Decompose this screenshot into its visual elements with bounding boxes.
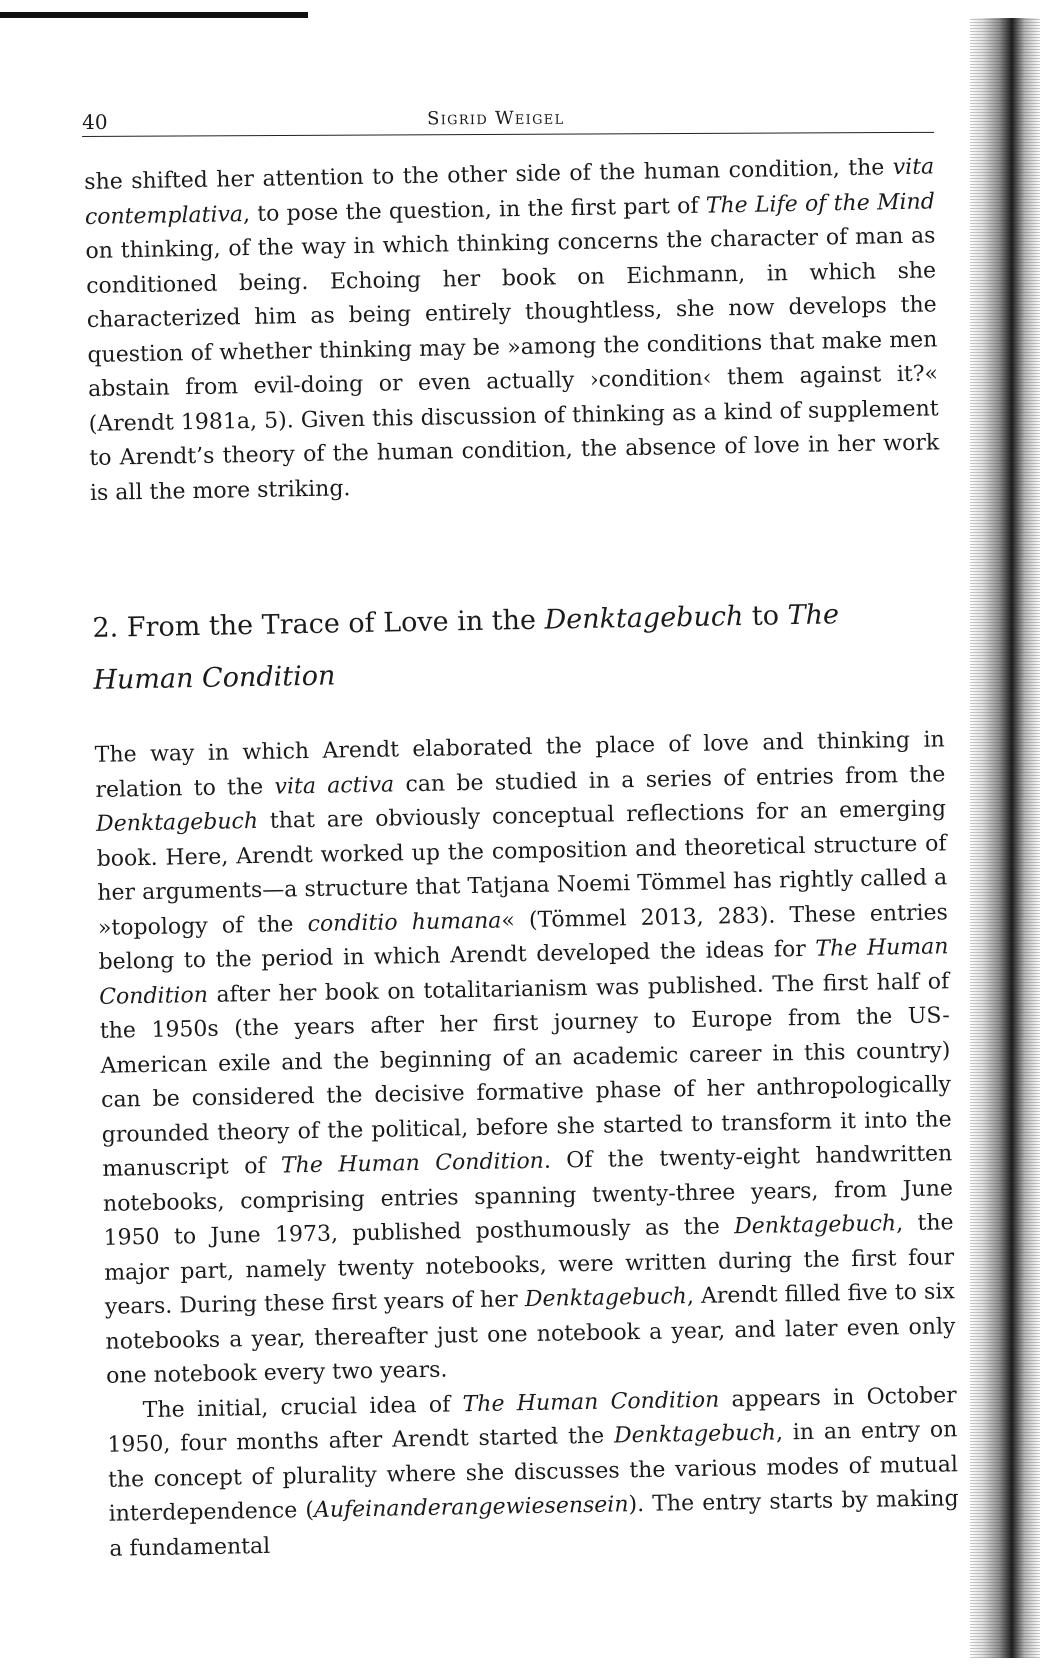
top-edge-rule bbox=[0, 12, 308, 18]
text-run: can be studied in a series of entries from the bbox=[393, 761, 946, 797]
italic-run: Aufeinanderangewiesensein bbox=[313, 1492, 629, 1524]
text-run: after her book on totalitarianism was published. The first half of the 1950s (the years after her first journey to Europe from the US-American exile and the beginning of an academic career in this country) can be considered the decisive formative phase of her anthropologically grounded theory of the political, before she started to transform it into the manuscript of bbox=[99, 968, 952, 1182]
text-run: that are obviously conceptual reflections for an emerging book. Here, Arendt worked up the composition and theoretical structure of her arguments—a structure that Tatjana Noemi Tömmel has rightly called a »topology of the bbox=[96, 796, 948, 941]
paragraph-vita-contemplativa bbox=[84, 150, 940, 511]
book-title-run: The Human Condition bbox=[462, 1387, 720, 1417]
italic-run: Denktagebuch bbox=[613, 1420, 777, 1449]
section-heading bbox=[92, 587, 944, 707]
text-run: , in an entry on the concept of plurality where she discusses the various modes of mutual interdependence ( bbox=[107, 1417, 959, 1527]
text-run: she shifted her attention to the other side of the human condition, the bbox=[84, 155, 893, 195]
italic-run: vita contemplativa bbox=[84, 154, 935, 230]
text-run: The way in which Arendt elaborated the place of love and thinking in relation to the bbox=[94, 727, 945, 803]
page-number: 40 bbox=[82, 109, 108, 134]
text-run: , Arendt filled five to six notebooks a year, thereafter just one notebook a year, and later even only one notebook every two years. bbox=[105, 1279, 956, 1389]
section-spacer bbox=[90, 495, 942, 603]
heading-italic-run: The Human Condition bbox=[93, 599, 840, 696]
italic-run: vita activa bbox=[274, 771, 395, 800]
text-run: . Of the twenty-eight handwritten notebooks, comprising entries spanning twenty-three years, from June 1950 to June 1973, published posthumously as the bbox=[102, 1141, 954, 1251]
header-rule bbox=[82, 132, 934, 137]
italic-run: Denktagebuch bbox=[733, 1211, 897, 1240]
text-run: , to pose the question, in the first part of bbox=[242, 193, 707, 227]
text-run: appears in October 1950, four months after Arendt started the bbox=[107, 1382, 957, 1458]
text-run: , the major part, namely twenty notebooks, were written during the first four years. During these first years of her bbox=[104, 1210, 955, 1320]
running-head-author: Sigrid Weigel bbox=[426, 107, 565, 130]
paragraph-denktagebuch bbox=[95, 723, 957, 1394]
heading-run: to bbox=[743, 600, 788, 632]
text-run: The initial, crucial idea of bbox=[142, 1391, 463, 1423]
book-title-run: The Human Condition bbox=[280, 1148, 545, 1179]
heading-italic-run: Denktagebuch bbox=[544, 600, 744, 636]
page-body bbox=[84, 150, 960, 1566]
book-title-run: The Human Condition bbox=[98, 934, 949, 1010]
italic-run: Denktagebuch bbox=[95, 808, 259, 837]
book-spine-shadow bbox=[970, 18, 1040, 1658]
page-header bbox=[82, 106, 934, 134]
text-run: « (Tömmel 2013, 283). These entries belong to the period in which Arendt developed the ideas for bbox=[98, 899, 949, 975]
heading-run: 2. From the Trace of Love in the bbox=[92, 604, 545, 644]
text-run: ). The entry starts by making a fundamental bbox=[109, 1486, 959, 1562]
italic-run: Denktagebuch bbox=[524, 1284, 688, 1313]
paragraph-initial-idea bbox=[107, 1379, 960, 1567]
text-run: on thinking, of the way in which thinking concerns the character of man as conditioned being. Echoing her book on Eichmann, in which she characterized him as being entirely thoughtless, she now develops the question of whether thinking may be »among the conditions that make men abstain from evil-doing or even actually ›condition‹ them against it?« (Arendt 1981a, 5). Given this discussion of thinking as a kind of supplement to Arendt’s theory of the human condition, the absence of love in her work is all the more striking. bbox=[85, 223, 940, 506]
book-title-run: The Life of the Mind bbox=[705, 188, 936, 219]
italic-run: conditio humana bbox=[307, 907, 502, 937]
